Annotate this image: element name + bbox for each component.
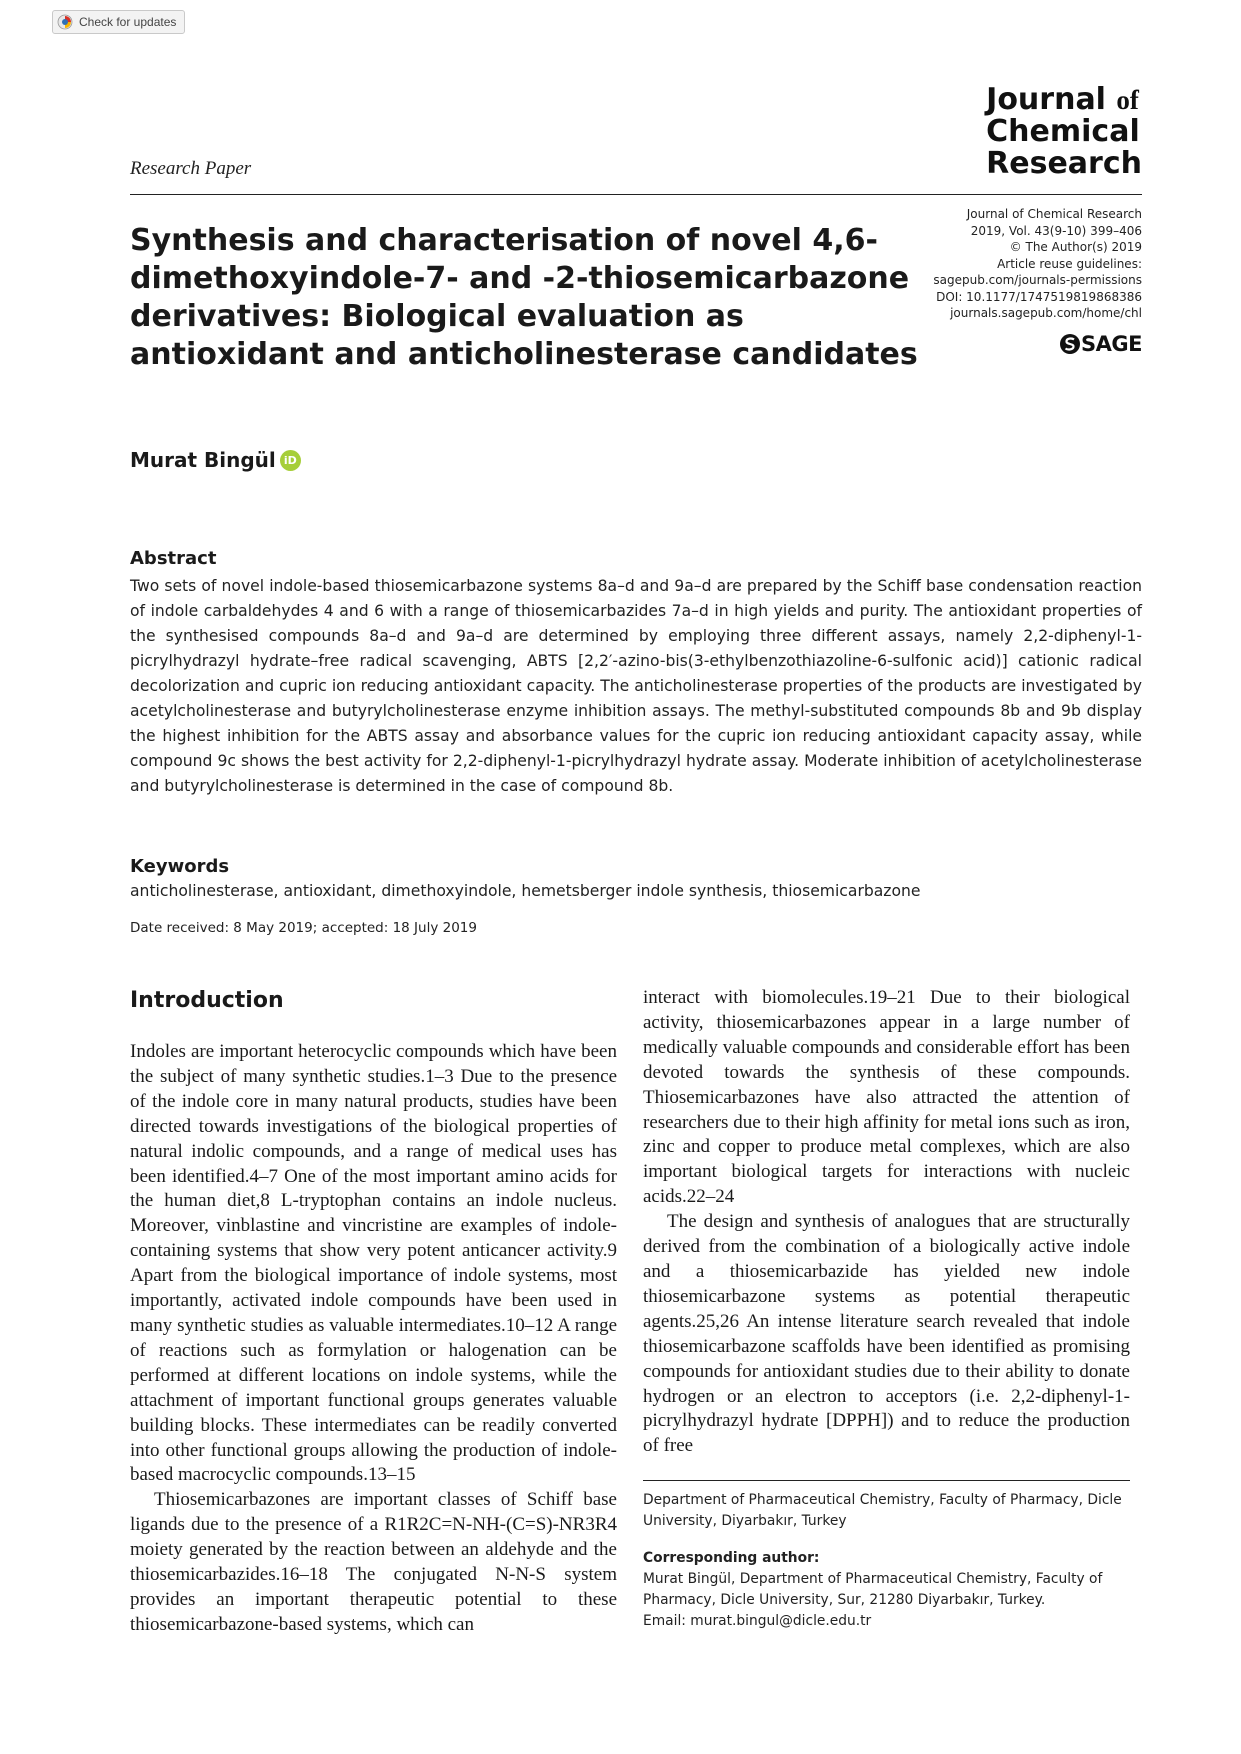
body-column-right (643, 986, 1130, 1459)
meta-reuse: Article reuse guidelines: (997, 256, 1142, 271)
journal-logo-line3: Research (986, 146, 1142, 181)
sage-symbol-icon (1059, 333, 1081, 355)
meta-home-link[interactable]: journals.sagepub.com/home/chl (950, 306, 1142, 320)
corresponding-author (643, 1548, 1130, 1632)
journal-logo (986, 84, 1142, 180)
check-for-updates-button[interactable] (52, 10, 185, 34)
meta-doi[interactable]: DOI: 10.1177/1747519819868386 (936, 289, 1142, 304)
check-updates-icon (57, 14, 73, 30)
journal-logo-line2: Chemical (986, 114, 1140, 149)
date-received: Date received: 8 May 2019; accepted: 18 July 2019 (130, 920, 477, 936)
meta-journal: Journal of Chemical Research (966, 207, 1142, 221)
corresponding-heading: Corresponding author: (643, 1550, 820, 1566)
header-divider (130, 194, 1142, 195)
keywords-heading: Keywords (130, 856, 230, 877)
footnote-divider (643, 1480, 1130, 1481)
abstract-text: Two sets of novel indole-based thiosemicarbazone systems 8a–d and 9a–d are prepared by the Schiff base condensation reaction of indole carbaldehydes 4 and 6 with a range of thiosemicarbazides 7a–d in high yields and purity. The antioxidant properties of the synthesised compounds 8a–d and 9a–d are determined by employing three different assays, namely 2,2-diphenyl-1-picrylhydrazyl hydrate–free radical scavenging, ABTS [2,2′-azino-bis(3-ethylbenzothiazoline-6-sulfonic acid)] cationic radical decolorization and cupric ion reducing antioxidant capacity. The anticholinesterase properties of the products are investigated by acetylcholinesterase and butyrylcholinesterase enzyme inhibition assays. The methyl-substituted compounds 8b and 9b display the highest inhibition for the ABTS assay and absorbance values for the cupric ion reducing antioxidant capacity assay, while compound 9c shows the best activity for 2,2-diphenyl-1-picrylhydrazyl hydrate assay. Moderate inhibition of acetylcholinesterase and butyrylcholinesterase is determined in the case of compound 8b. (130, 577, 1142, 795)
meta-copyright: © The Author(s) 2019 (1009, 240, 1142, 254)
keywords-text: anticholinesterase, antioxidant, dimethoxyindole, hemetsberger indole synthesis, thiosemicarbazone (130, 882, 921, 900)
body-column-left (130, 1040, 617, 1638)
article-meta (933, 206, 1142, 322)
introduction-heading: Introduction (130, 988, 284, 1013)
intro-paragraph-2: Thiosemicarbazones are important classes of Schiff base ligands due to the presence of a R1R2C=N-NH-(C=S)-NR3R4 moiety generated by the reaction between an aldehyde and the thiosemicarbazides.16–18 The conjugated N-N-S system provides an important therapeutic potential to these thiosemicarbazone-based systems, which can (130, 1489, 617, 1635)
intro-paragraph-4: The design and synthesis of analogues that are structurally derived from the combination of a biologically active indole and a thiosemicarbazide has yielded new indole thiosemicarbazone systems as potential therapeutic agents.25,26 An intense literature search revealed that indole thiosemicarbazone scaffolds have been identified as promising compounds for antioxidant studies due to their ability to donate hydrogen or an electron to acceptors (i.e. 2,2-diphenyl-1-picrylhydrazyl hydrate [DPPH]) and to reduce the production of free (643, 1211, 1130, 1457)
corresponding-text: Murat Bingül, Department of Pharmaceutical Chemistry, Faculty of Pharmacy, Dicle University, Sur, 21280 Diyarbakır, Turkey. (643, 1571, 1103, 1608)
meta-volume: 2019, Vol. 43(9-10) 399–406 (970, 223, 1142, 238)
author-name: Murat Bingül (130, 448, 276, 472)
intro-paragraph-1: Indoles are important heterocyclic compounds which have been the subject of many synthetic studies.1–3 Due to the presence of the indole core in many natural products, studies have been directed towards investigations of the biological properties of natural indolic compounds, and a range of medical uses has been identified.4–7 One of the most important amino acids for the human diet,8 L-tryptophan contains an indole nucleus. Moreover, vinblastine and vincristine are examples of indole-containing systems that show very potent anticancer activity.9 Apart from the biological importance of indole systems, most importantly, activated indole compounds have been used in many synthetic studies as valuable intermediates.10–12 A range of reactions such as formylation or halogenation can be performed at different locations on indole systems, while the attachment of important functional groups generates valuable building blocks. These intermediates can be readily converted into other functional groups allowing the production of indole-based macrocyclic compounds.13–15 (130, 1041, 617, 1486)
publisher-logo (1059, 332, 1142, 356)
publisher-logo-text: SAGE (1081, 332, 1142, 356)
check-for-updates-label: Check for updates (79, 15, 177, 29)
journal-logo-of: of (1116, 85, 1139, 115)
orcid-icon[interactable]: iD (280, 450, 301, 471)
paper-type: Research Paper (130, 158, 252, 179)
corresponding-email[interactable]: Email: murat.bingul@dicle.edu.tr (643, 1613, 872, 1629)
affiliation: Department of Pharmaceutical Chemistry, Faculty of Pharmacy, Dicle University, Diyarbakır, Turkey (643, 1492, 1122, 1529)
abstract-heading: Abstract (130, 548, 217, 569)
journal-logo-line1: Journal (986, 82, 1117, 117)
meta-reuse-link[interactable]: sagepub.com/journals-permissions (933, 273, 1142, 287)
author (130, 448, 301, 472)
article-title: Synthesis and characterisation of novel 4,6-dimethoxyindole-7- and -2-thiosemicarbazone derivatives: Biological evaluation as antioxidant and anticholinesterase candidates (130, 223, 918, 372)
intro-paragraph-3: interact with biomolecules.19–21 Due to their biological activity, thiosemicarbazones appear in a large number of medically valuable compounds and considerable effort has been devoted towards the synthesis of these compounds. Thiosemicarbazones have also attracted the attention of researchers due to their high affinity for metal ions such as iron, zinc and copper to produce metal complexes, which are also important biological targets for interactions with nucleic acids.22–24 (643, 987, 1130, 1208)
